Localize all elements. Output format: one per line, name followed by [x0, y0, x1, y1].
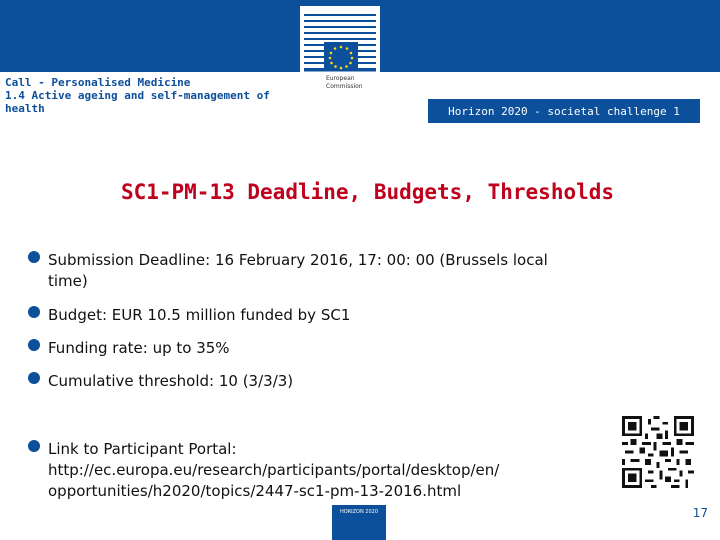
qr-code-icon[interactable] [622, 416, 694, 488]
bullet-dot-icon [28, 306, 40, 318]
bullet-funding-rate [28, 338, 678, 359]
bullet-budget [28, 305, 678, 326]
european-commission-logo [300, 6, 380, 100]
page-number: 17 [692, 506, 708, 520]
bullet-submission-deadline [28, 250, 678, 292]
bullet-dot-icon [28, 440, 40, 452]
bullet-text: Funding rate: up to 35% [48, 339, 230, 357]
portal-link[interactable]: http://ec.europa.eu/research/participants/portal/desktop/en/ [48, 461, 500, 479]
bullet-dot-icon [28, 251, 40, 263]
bullet-text: Submission Deadline: 16 February 2016, 17: 00: 00 (Brussels local [48, 251, 548, 269]
portal-link[interactable]: opportunities/h2020/topics/2447-sc1-pm-13-2016.html [48, 482, 462, 500]
slide-title: SC1-PM-13 Deadline, Budgets, Thresholds [120, 180, 615, 204]
bullet-dot-icon [28, 339, 40, 351]
bullet-text: time) [48, 272, 88, 290]
bullet-dot-icon [28, 372, 40, 384]
call-line-1: Call - Personalised Medicine [5, 76, 191, 89]
bullet-cumulative-threshold [28, 371, 678, 392]
call-title [5, 76, 305, 115]
logo-text-commission: Commission [326, 83, 363, 90]
programme-label: Horizon 2020 - societal challenge 1 [428, 99, 700, 123]
bullet-text: Link to Participant Portal: [48, 440, 237, 458]
bullet-text: Budget: EUR 10.5 million funded by SC1 [48, 306, 351, 324]
call-line-3: health [5, 102, 45, 115]
bullet-text: Cumulative threshold: 10 (3/3/3) [48, 372, 294, 390]
horizon-2020-logo: HORIZON 2020 [332, 505, 386, 540]
logo-text-european: European [326, 75, 355, 82]
call-line-2: 1.4 Active ageing and self-management of [5, 89, 270, 102]
bullet-participant-portal [28, 439, 678, 502]
